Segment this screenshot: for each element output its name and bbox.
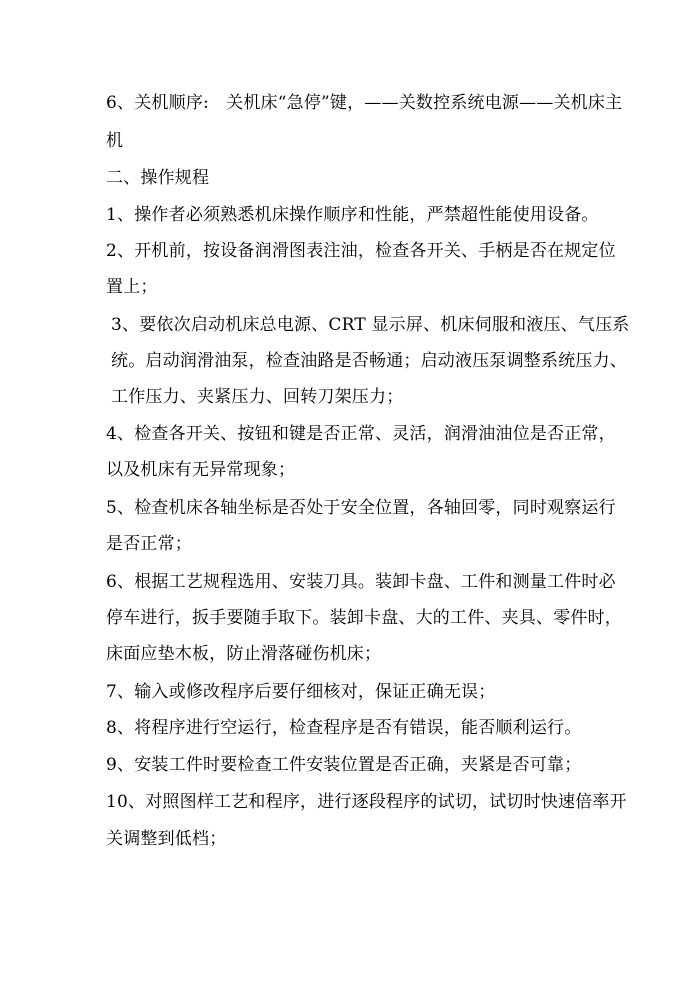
rule-9: 9、安装工件时要检查工件安装位置是否正确，夹紧是否可靠； (106, 755, 582, 775)
rule-10: 10、对照图样工艺和程序，进行逐段程序的试切，试切时快速倍率开 (106, 792, 627, 812)
rule-7: 7、输入或修改程序后要仔细核对，保证正确无误； (106, 682, 496, 702)
rule-2-cont: 置上； (106, 277, 158, 297)
rule-10-cont: 关调整到低档； (106, 829, 227, 849)
rule-5: 5、检查机床各轴坐标是否处于安全位置，各轴回零，同时观察运行 (106, 498, 616, 518)
section-heading-operating-rules: 二、操作规程 (106, 168, 210, 188)
rule-3-cont-2: 工作压力、夹紧压力、回转刀架压力； (111, 387, 404, 407)
rule-6: 6、根据工艺规程选用、安装刀具。装卸卡盘、工件和测量工件时必 (106, 572, 616, 592)
rule-3: 3、要依次启动机床总电源、CRT 显示屏、机床伺服和液压、气压系 (111, 315, 630, 335)
rule-6-cont-1: 停车进行，扳手要随手取下。装卸卡盘、大的工件、夹具、零件时， (106, 608, 622, 628)
rule-1: 1、操作者必须熟悉机床操作顺序和性能，严禁超性能使用设备。 (106, 205, 599, 225)
rule-4-cont: 以及机床有无异常现象； (106, 460, 296, 480)
rule-8: 8、将程序进行空运行，检查程序是否有错误，能否顺利运行。 (106, 718, 582, 738)
rule-2: 2、开机前，按设备润滑图表注油，检查各开关、手柄是否在规定位 (106, 241, 616, 261)
rule-4: 4、检查各开关、按钮和键是否正常、灵活，润滑油油位是否正常， (106, 424, 616, 444)
text-line-shutdown-order: 6、关机顺序: 关机床“急停”键，——关数控系统电源——关机床主 (106, 93, 623, 113)
rule-5-cont: 是否正常； (106, 534, 192, 554)
rule-3-cont-1: 统。启动润滑油泵，检查油路是否畅通；启动液压泵调整系统压力、 (111, 351, 627, 371)
rule-6-cont-2: 床面应垫木板，防止滑落碰伤机床； (106, 644, 382, 664)
text-line-shutdown-order-cont: 机 (106, 131, 124, 151)
